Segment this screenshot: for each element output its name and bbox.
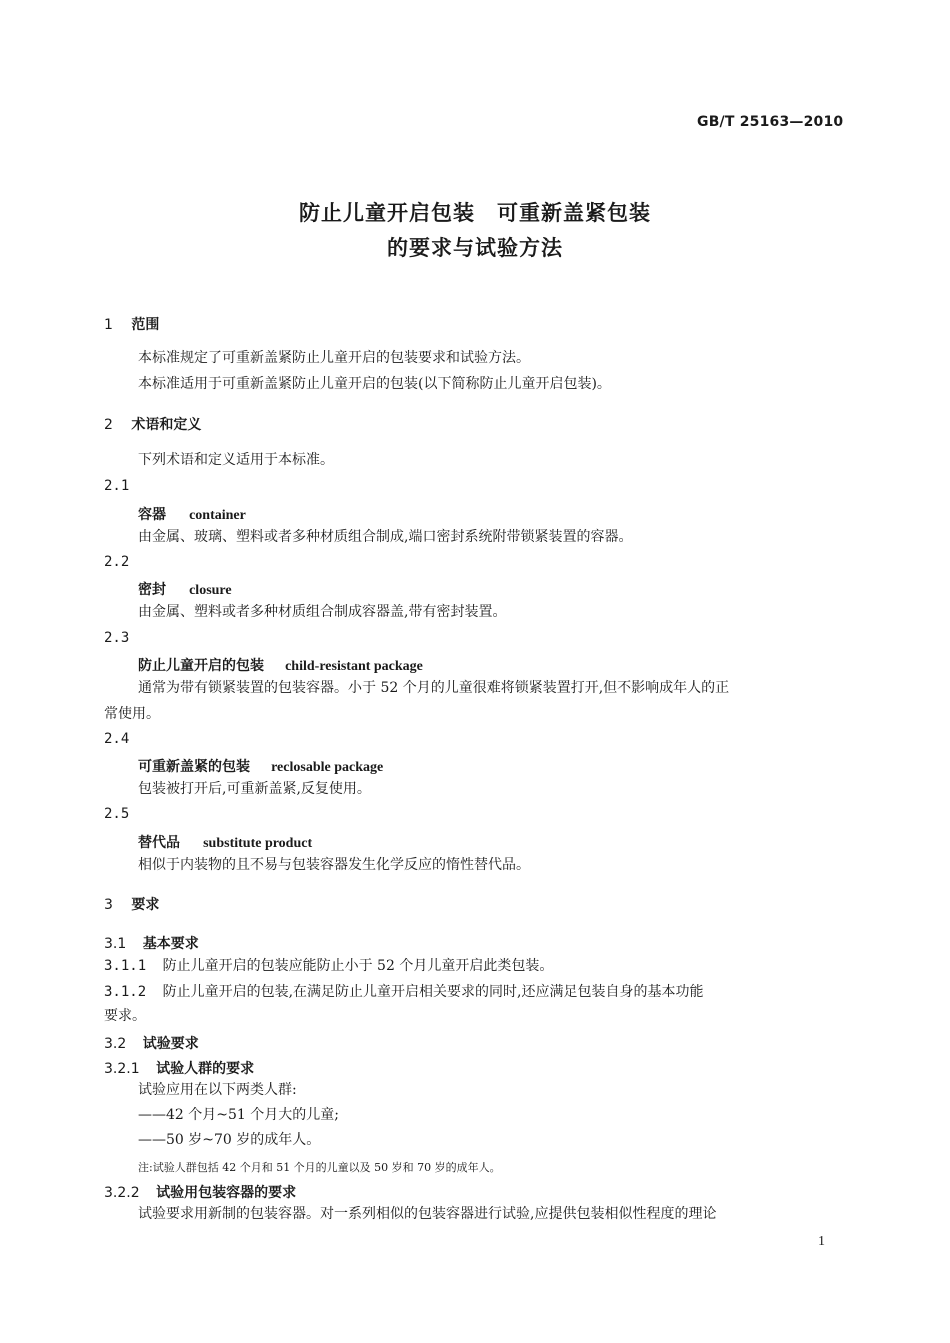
clause-number: 2.1: [104, 478, 130, 494]
section-title: 试验人群的要求: [156, 1061, 255, 1077]
paragraph: 本标准规定了可重新盖紧防止儿童开启的包装要求和试验方法。: [138, 350, 530, 366]
section-3-heading: [104, 894, 159, 914]
clause-number: 2.3: [104, 630, 130, 646]
term-definition: 相似于内装物的且不易与包装容器发生化学反应的惰性替代品。: [138, 857, 530, 873]
term-en: reclosable package: [271, 760, 384, 775]
section-title: 试验要求: [142, 1036, 199, 1052]
section-number: 3.1: [104, 936, 127, 952]
term-definition: 由金属、塑料或者多种材质组合制成容器盖,带有密封装置。: [138, 604, 507, 620]
subsection-heading: [104, 1182, 296, 1202]
term-definition: 通常为带有锁紧装置的包装容器。小于 52 个月的儿童很难将锁紧装置打开,但不影响成年人的正: [138, 680, 730, 696]
section-1-heading: [104, 314, 159, 334]
term-zh: 容器: [138, 507, 166, 523]
clause-text-continued: 要求。: [104, 1008, 146, 1024]
term-en: substitute product: [203, 836, 313, 851]
paragraph: 本标准适用于可重新盖紧防止儿童开启的包装(以下简称防止儿童开启包装)。: [138, 376, 611, 392]
section-title: 术语和定义: [131, 417, 202, 433]
paragraph: 试验要求用新制的包装容器。对一系列相似的包装容器进行试验,应提供包装相似性程度的理论: [138, 1206, 717, 1222]
subsection-heading: [104, 1033, 199, 1053]
section-number: 3: [104, 897, 113, 913]
term-zh: 替代品: [138, 835, 180, 851]
term-entry: [138, 655, 423, 675]
subsection-heading: [104, 1058, 254, 1078]
term-entry: [138, 832, 312, 852]
standard-number: GB/T 25163—2010: [697, 114, 844, 130]
term-definition-continued: 常使用。: [104, 706, 160, 722]
note: 注:试验人群包括 42 个月和 51 个月的儿童以及 50 岁和 70 岁的成年人。: [138, 1161, 501, 1174]
term-en: child-resistant package: [285, 659, 423, 674]
clause: [104, 959, 553, 973]
clause-number: 2.4: [104, 731, 130, 747]
list-item: ——42 个月~51 个月大的儿童;: [138, 1107, 339, 1123]
term-entry: [138, 756, 383, 776]
document-title-line2: 的要求与试验方法: [387, 236, 563, 260]
page-number: 1: [818, 1234, 825, 1249]
clause: [104, 985, 704, 999]
term-zh: 防止儿童开启的包装: [138, 658, 264, 674]
clause-number: 2.2: [104, 554, 130, 570]
section-title: 要求: [131, 897, 160, 913]
paragraph: 试验应用在以下两类人群:: [138, 1082, 297, 1098]
clause-number: 3.1.2: [104, 984, 147, 1000]
paragraph: 下列术语和定义适用于本标准。: [138, 452, 334, 468]
document-title-line1: 防止儿童开启包装 可重新盖紧包装: [299, 201, 651, 225]
clause-number: 3.1.1: [104, 958, 147, 974]
list-item: ——50 岁~70 岁的成年人。: [138, 1132, 321, 1148]
term-entry: [138, 579, 232, 599]
section-number: 3.2: [104, 1036, 127, 1052]
term-definition: 由金属、玻璃、塑料或者多种材质组合制成,端口密封系统附带锁紧装置的容器。: [138, 529, 633, 545]
term-zh: 可重新盖紧的包装: [138, 759, 250, 775]
subsection-heading: [104, 933, 199, 953]
section-title: 基本要求: [142, 936, 199, 952]
section-number: 3.2.1: [104, 1061, 140, 1077]
section-title: 试验用包装容器的要求: [156, 1185, 297, 1201]
term-entry: [138, 504, 246, 524]
clause-text: 防止儿童开启的包装,在满足防止儿童开启相关要求的同时,还应满足包装自身的基本功能: [162, 984, 704, 1000]
section-2-heading: [104, 414, 201, 434]
term-zh: 密封: [138, 582, 166, 598]
section-number: 1: [104, 317, 113, 333]
term-en: closure: [189, 583, 232, 598]
clause-text: 防止儿童开启的包装应能防止小于 52 个月儿童开启此类包装。: [162, 958, 554, 974]
clause-number: 2.5: [104, 806, 130, 822]
section-title: 范围: [131, 317, 160, 333]
section-number: 3.2.2: [104, 1185, 140, 1201]
section-number: 2: [104, 417, 113, 433]
term-en: container: [189, 508, 246, 523]
term-definition: 包装被打开后,可重新盖紧,反复使用。: [138, 781, 371, 797]
